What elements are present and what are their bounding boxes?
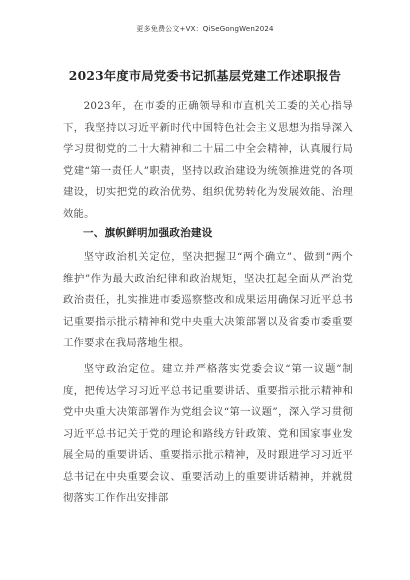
header-note: 更多免费公文+VX：QiSeGongWen2024 <box>136 25 274 33</box>
paragraph-political-position: 坚守政治机关定位，坚决把握卫“两个确立”、做到“两个维护”作为最大政治纪律和政治规矩，坚决扛起全面从严治党政治责任，扎实推进市委巡察整改和成果运用确保习近平总书记重要指示批示精神和党中央重大决策部署以及省委市委重要工作要求在我局落地生根。 <box>63 251 353 349</box>
document-title: 2023年度市局党委书记抓基层党建工作述职报告 <box>68 69 342 83</box>
section-heading: 一、旗帜鲜明加强政治建设 <box>83 227 213 239</box>
paragraph-first-agenda: 坚守政治定位。建立并严格落实党委会议“第一议题”制度，把传达学习习近平总书记重要讲话、重要指示批示精神和党中央重大决策部署作为党组会议“第一议题”，深入学习贯彻习近平总书记关于党的理论和路线方针政策、党和国家事业发展全局的重要讲话、重要指示批示精神，及时跟进学习习近平总书记在中央重要会议、重要活动上的重要讲话精神，并就贯彻落实工作作出安排部 <box>63 363 353 504</box>
paragraph-intro: 2023年，在市委的正确领导和市直机关工委的关心指导下，我坚持以习近平新时代中国特色社会主义思想为指导深入学习贯彻党的二十大精神和二十届二中全会精神，认真履行局党建“第一责任人”职责，坚持以政治建设为统领推进党的各项建设，切实把党的政治优势、组织优势转化为发展效能、治理效能。 <box>63 100 353 220</box>
